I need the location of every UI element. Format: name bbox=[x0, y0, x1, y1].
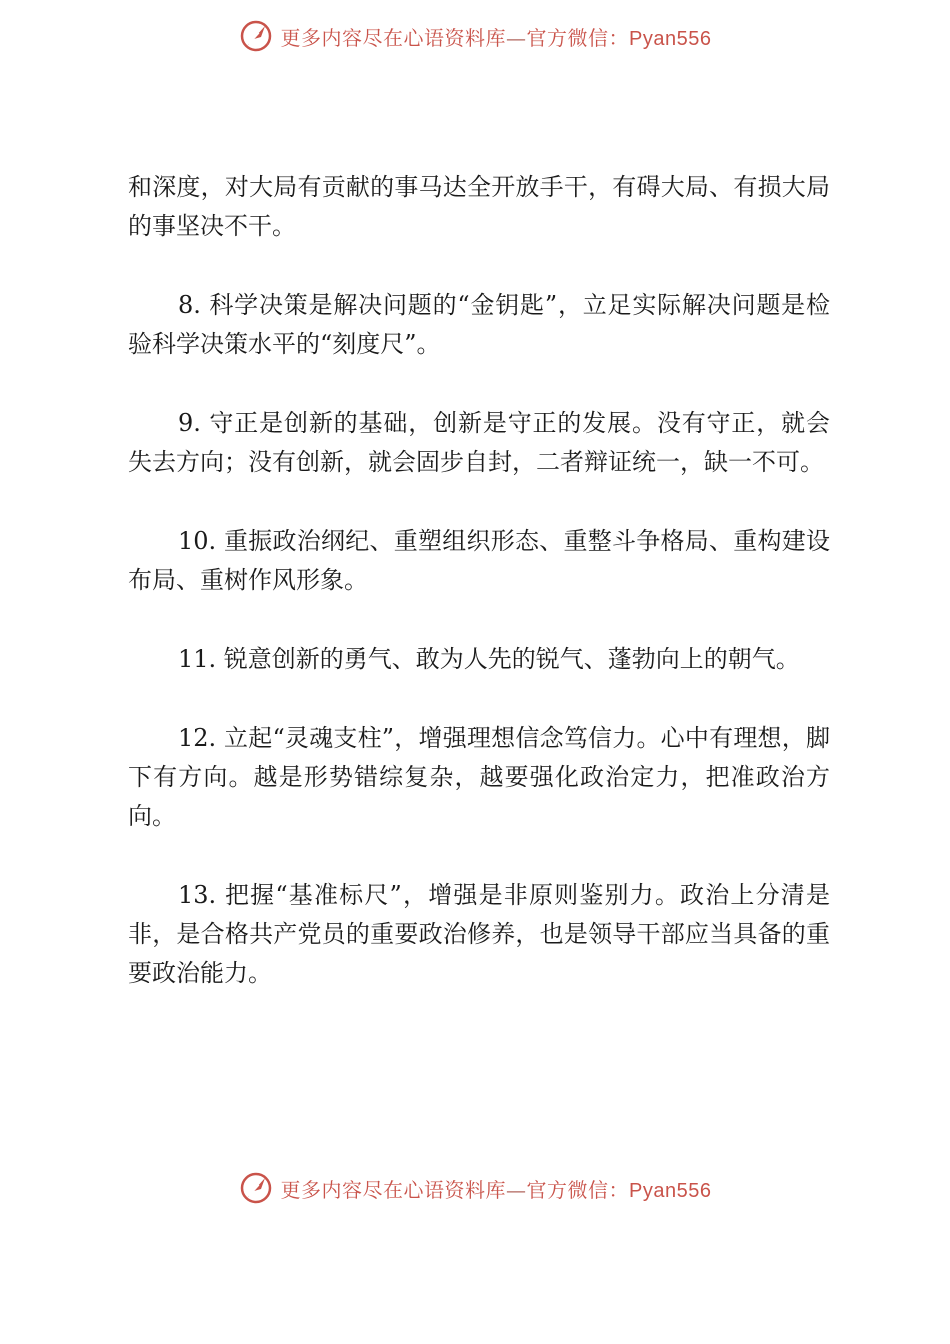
footer-wechat-id: Pyan556 bbox=[629, 1179, 712, 1202]
header-wechat-label: 官方微信： bbox=[526, 25, 630, 50]
header-banner-sep: — bbox=[506, 25, 527, 50]
paragraph-item-9: 9. 守正是创新的基础，创新是守正的发展。没有守正，就会失去方向；没有创新，就会固步自封，二者辩证统一，缺一不可。 bbox=[128, 409, 830, 476]
paragraph-item-8: 8. 科学决策是解决问题的“金钥匙”，立足实际解决问题是检验科学决策水平的“刻度尺”。 bbox=[128, 291, 830, 358]
footer-banner-text bbox=[281, 1174, 712, 1203]
document-body bbox=[128, 168, 830, 1033]
header-wechat-id: Pyan556 bbox=[629, 27, 712, 50]
header-banner-main: 更多内容尽在心语资料库 bbox=[280, 25, 507, 50]
header-banner bbox=[0, 16, 950, 56]
paragraph-item-13: 13. 把握“基准标尺”，增强是非原则鉴别力。政治上分清是非，是合格共产党员的重要政治修养，也是领导干部应当具备的重要政治能力。 bbox=[128, 881, 830, 987]
paragraph-item-11: 11. 锐意创新的勇气、敢为人先的锐气、蓬勃向上的朝气。 bbox=[178, 645, 800, 673]
header-banner-text bbox=[281, 22, 712, 51]
footer-banner bbox=[0, 1168, 950, 1208]
paragraph-item-12: 12. 立起“灵魂支柱”，增强理想信念笃信力。心中有理想，脚下有方向。越是形势错综复杂，越要强化政治定力，把准政治方向。 bbox=[128, 724, 830, 830]
paragraph-item-10: 10. 重振政治纲纪、重塑组织形态、重整斗争格局、重构建设布局、重树作风形象。 bbox=[128, 527, 830, 594]
footer-banner-main: 更多内容尽在心语资料库 bbox=[280, 1177, 507, 1202]
footer-banner-sep: — bbox=[506, 1177, 527, 1202]
quill-logo-icon bbox=[239, 19, 273, 53]
quill-logo-icon bbox=[239, 1171, 273, 1205]
footer-wechat-label: 官方微信： bbox=[526, 1177, 630, 1202]
paragraph-continuation: 和深度，对大局有贡献的事马达全开放手干，有碍大局、有损大局的事坚决不干。 bbox=[128, 173, 830, 240]
